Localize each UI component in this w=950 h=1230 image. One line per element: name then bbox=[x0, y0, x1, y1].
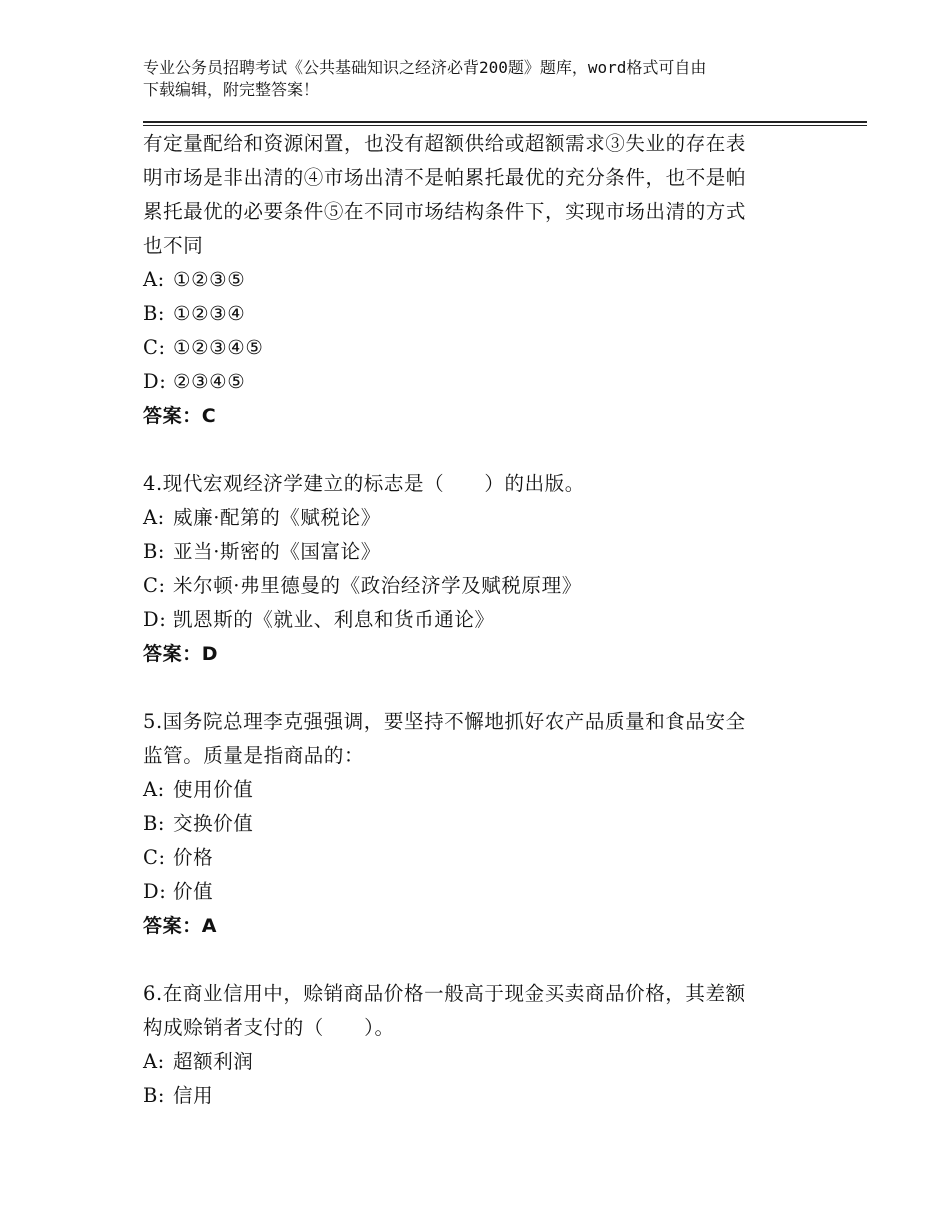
question-4-option-d: D: 凯恩斯的《就业、利息和货币通论》 bbox=[143, 608, 495, 631]
document-header bbox=[143, 57, 823, 101]
question-5-option-d: D: 价值 bbox=[143, 880, 214, 903]
header-divider-thin bbox=[143, 125, 867, 126]
question-content bbox=[143, 127, 803, 1113]
question-3-text-line: 累托最优的必要条件⑤在不同市场结构条件下，实现市场出清的方式 bbox=[143, 200, 747, 223]
question-3-text-line: 明市场是非出清的④市场出清不是帕累托最优的充分条件，也不是帕 bbox=[143, 166, 747, 189]
question-5-option-b: B: 交换价值 bbox=[143, 812, 254, 835]
question-3-option-c: C: ①②③④⑤ bbox=[143, 336, 264, 359]
question-3-answer: 答案：C bbox=[143, 405, 217, 427]
question-5-option-a: A: 使用价值 bbox=[143, 778, 254, 801]
header-divider-thick bbox=[143, 121, 867, 123]
question-6-option-b: B: 信用 bbox=[143, 1084, 214, 1107]
question-5-stem-line: 监管。质量是指商品的： bbox=[143, 744, 365, 767]
question-4 bbox=[143, 467, 803, 671]
question-4-answer: 答案：D bbox=[143, 643, 219, 665]
question-6-stem-line: 构成赊销者支付的（ ）。 bbox=[143, 1016, 395, 1039]
question-4-option-b: B: 亚当·斯密的《国富论》 bbox=[143, 540, 381, 563]
question-3-option-d: D: ②③④⑤ bbox=[143, 370, 246, 393]
header-line-1: 专业公务员招聘考试《公共基础知识之经济必背200题》题库，word格式可自由 bbox=[143, 58, 707, 77]
question-5-stem-line: 5.国务院总理李克强强调，要坚持不懈地抓好农产品质量和食品安全 bbox=[143, 710, 746, 733]
header-line-2: 下载编辑，附完整答案！ bbox=[143, 80, 320, 99]
question-6-stem-line: 6.在商业信用中，赊销商品价格一般高于现金买卖商品价格，其差额 bbox=[143, 982, 746, 1005]
question-6-option-a: A: 超额利润 bbox=[143, 1050, 254, 1073]
question-4-option-c: C: 米尔顿·弗里德曼的《政治经济学及赋税原理》 bbox=[143, 574, 582, 597]
question-5-option-c: C: 价格 bbox=[143, 846, 214, 869]
question-3-option-b: B: ①②③④ bbox=[143, 302, 246, 325]
question-5-answer: 答案：A bbox=[143, 915, 218, 937]
question-4-option-a: A: 威廉·配第的《赋税论》 bbox=[143, 506, 381, 529]
question-3-continuation bbox=[143, 127, 803, 433]
question-3-option-a: A: ①②③⑤ bbox=[143, 268, 246, 291]
question-4-stem: 4.现代宏观经济学建立的标志是（ ）的出版。 bbox=[143, 472, 585, 495]
question-3-text-line: 有定量配给和资源闲置，也没有超额供给或超额需求③失业的存在表 bbox=[143, 132, 747, 155]
question-3-text-line: 也不同 bbox=[143, 234, 204, 257]
question-5 bbox=[143, 705, 803, 943]
question-6 bbox=[143, 977, 803, 1113]
